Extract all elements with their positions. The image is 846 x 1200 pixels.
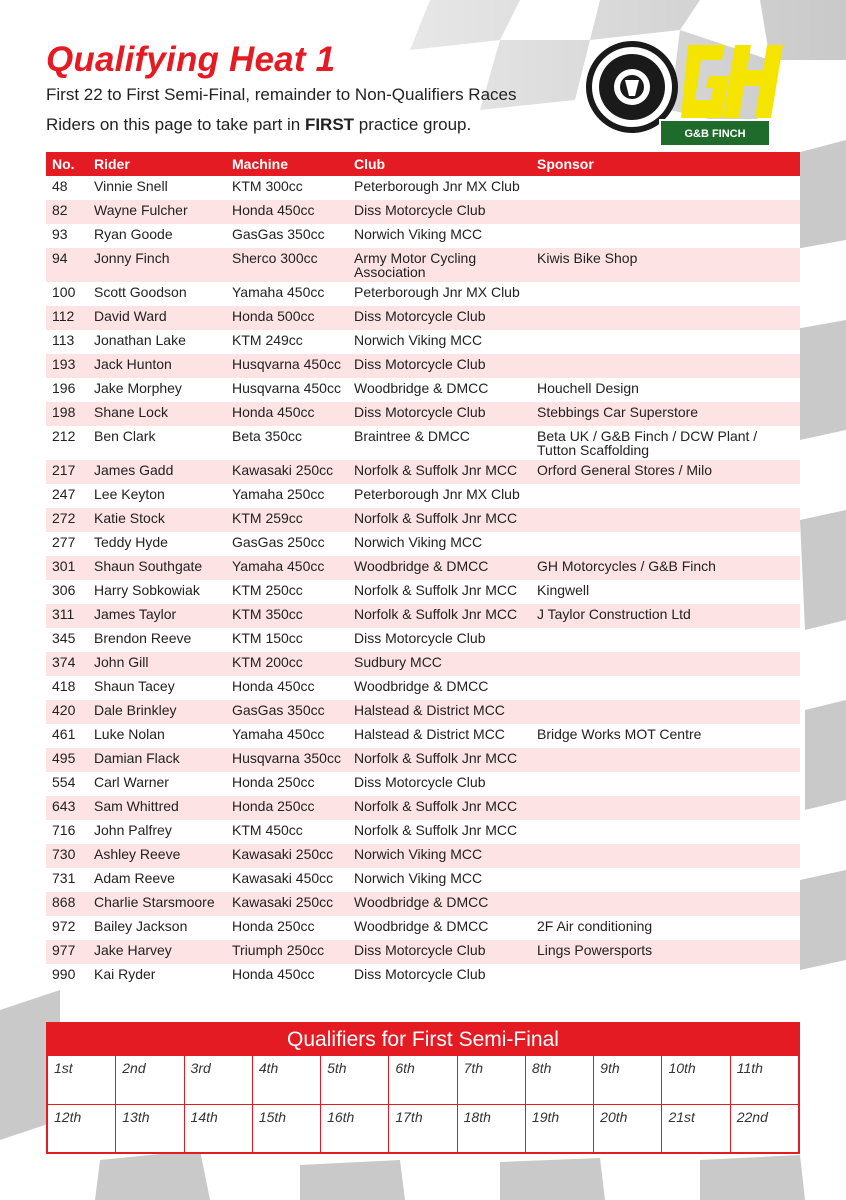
table-header-row [46, 152, 800, 176]
rider-sponsor [531, 820, 800, 844]
rider-machine: Kawasaki 250cc [226, 892, 348, 916]
table-row [46, 460, 800, 484]
rider-sponsor [531, 700, 800, 724]
column-header-club: Club [348, 152, 531, 176]
rider-machine: KTM 350cc [226, 604, 348, 628]
rider-sponsor [531, 652, 800, 676]
rider-club: Woodbridge & DMCC [348, 892, 531, 916]
rider-number: 113 [46, 330, 88, 354]
rider-number: 212 [46, 426, 88, 460]
rider-machine: Honda 250cc [226, 772, 348, 796]
table-row [46, 940, 800, 964]
rider-club: Diss Motorcycle Club [348, 940, 531, 964]
table-row [46, 200, 800, 224]
rider-club: Diss Motorcycle Club [348, 964, 531, 988]
table-row [46, 426, 800, 460]
rider-number: 217 [46, 460, 88, 484]
rider-name: Vinnie Snell [88, 176, 226, 200]
rider-number: 972 [46, 916, 88, 940]
rider-number: 716 [46, 820, 88, 844]
rider-sponsor [531, 868, 800, 892]
rider-club: Woodbridge & DMCC [348, 676, 531, 700]
table-row [46, 248, 800, 282]
table-row [46, 604, 800, 628]
table-row [46, 868, 800, 892]
table-row [46, 532, 800, 556]
rider-club: Peterborough Jnr MX Club [348, 176, 531, 200]
qualifier-slot: 4th [253, 1056, 320, 1104]
table-row [46, 700, 800, 724]
rider-machine: KTM 300cc [226, 176, 348, 200]
riders-table [46, 152, 800, 988]
rider-club: Halstead & District MCC [348, 724, 531, 748]
rider-machine: Husqvarna 450cc [226, 354, 348, 378]
rider-sponsor [531, 354, 800, 378]
rider-number: 301 [46, 556, 88, 580]
practice-group-note [46, 115, 471, 135]
rider-machine: Honda 450cc [226, 402, 348, 426]
rider-machine: Husqvarna 350cc [226, 748, 348, 772]
qualifier-slot: 1st [48, 1056, 115, 1104]
rider-sponsor [531, 224, 800, 248]
rider-sponsor [531, 964, 800, 988]
table-row [46, 772, 800, 796]
logos-svg [585, 40, 800, 150]
rider-sponsor [531, 330, 800, 354]
qualifier-slot: 8th [526, 1056, 593, 1104]
table-row [46, 378, 800, 402]
rider-club: Diss Motorcycle Club [348, 306, 531, 330]
rider-club: Diss Motorcycle Club [348, 628, 531, 652]
table-row [46, 844, 800, 868]
rider-club: Woodbridge & DMCC [348, 556, 531, 580]
table-row [46, 724, 800, 748]
rider-machine: KTM 259cc [226, 508, 348, 532]
table-row [46, 282, 800, 306]
rider-sponsor: Beta UK / G&B Finch / DCW Plant / Tutton Scaffolding [531, 426, 800, 460]
gb-finch-logo [660, 120, 770, 146]
rider-machine: Honda 500cc [226, 306, 348, 330]
rider-number: 461 [46, 724, 88, 748]
rider-number: 554 [46, 772, 88, 796]
rider-number: 730 [46, 844, 88, 868]
rider-name: Jake Harvey [88, 940, 226, 964]
rider-machine: Triumph 250cc [226, 940, 348, 964]
table-row [46, 796, 800, 820]
column-header-sponsor: Sponsor [531, 152, 800, 176]
rider-club: Diss Motorcycle Club [348, 354, 531, 378]
qualifier-slot: 21st [662, 1105, 729, 1153]
rider-machine: KTM 249cc [226, 330, 348, 354]
rider-club: Norfolk & Suffolk Jnr MCC [348, 820, 531, 844]
qualifier-slot: 14th [185, 1105, 252, 1153]
rider-machine: Honda 450cc [226, 676, 348, 700]
table-row [46, 916, 800, 940]
rider-machine: GasGas 350cc [226, 224, 348, 248]
rider-club: Norwich Viking MCC [348, 844, 531, 868]
gb-finch-text: G&B FINCH [684, 128, 746, 140]
rider-number: 868 [46, 892, 88, 916]
rider-club: Norwich Viking MCC [348, 868, 531, 892]
table-row [46, 330, 800, 354]
rider-name: Jack Hunton [88, 354, 226, 378]
rider-sponsor: Kiwis Bike Shop [531, 248, 800, 282]
rider-sponsor [531, 532, 800, 556]
rider-name: Harry Sobkowiak [88, 580, 226, 604]
rider-machine: Sherco 300cc [226, 248, 348, 282]
rider-name: Shaun Southgate [88, 556, 226, 580]
rider-sponsor: 2F Air conditioning [531, 916, 800, 940]
rider-machine: Honda 450cc [226, 964, 348, 988]
table-row [46, 628, 800, 652]
riders-table-body [46, 176, 800, 988]
rider-machine: Yamaha 450cc [226, 556, 348, 580]
rider-machine: Honda 250cc [226, 916, 348, 940]
qualifier-slot: 12th [48, 1105, 115, 1153]
rider-name: Shaun Tacey [88, 676, 226, 700]
rider-sponsor [531, 892, 800, 916]
rider-number: 277 [46, 532, 88, 556]
rider-name: Ashley Reeve [88, 844, 226, 868]
rider-name: Shane Lock [88, 402, 226, 426]
heat-description: First 22 to First Semi-Final, remainder to Non-Qualifiers Races [46, 85, 517, 104]
rider-club: Norwich Viking MCC [348, 330, 531, 354]
column-header-machine: Machine [226, 152, 348, 176]
rider-club: Norfolk & Suffolk Jnr MCC [348, 508, 531, 532]
rider-name: Kai Ryder [88, 964, 226, 988]
table-row [46, 402, 800, 426]
rider-number: 112 [46, 306, 88, 330]
qualifier-slot: 17th [389, 1105, 456, 1153]
rider-number: 374 [46, 652, 88, 676]
rider-name: Jonathan Lake [88, 330, 226, 354]
qualifier-slot: 3rd [185, 1056, 252, 1104]
rider-name: Teddy Hyde [88, 532, 226, 556]
rider-sponsor: GH Motorcycles / G&B Finch [531, 556, 800, 580]
table-row [46, 676, 800, 700]
qualifiers-box [46, 1022, 800, 1154]
rider-machine: Yamaha 250cc [226, 484, 348, 508]
qualifier-slot: 18th [458, 1105, 525, 1153]
rider-club: Diss Motorcycle Club [348, 772, 531, 796]
rider-name: David Ward [88, 306, 226, 330]
rider-sponsor [531, 176, 800, 200]
rider-number: 198 [46, 402, 88, 426]
qualifiers-title: Qualifiers for First Semi-Final [287, 1028, 559, 1051]
rider-name: Damian Flack [88, 748, 226, 772]
qualifier-slot: 2nd [116, 1056, 183, 1104]
column-header-rider: Rider [88, 152, 226, 176]
rider-number: 311 [46, 604, 88, 628]
practice-prefix: Riders on this page to take part in [46, 115, 301, 134]
table-row [46, 484, 800, 508]
rider-club: Halstead & District MCC [348, 700, 531, 724]
rider-club: Norfolk & Suffolk Jnr MCC [348, 748, 531, 772]
rider-name: Luke Nolan [88, 724, 226, 748]
rider-machine: Kawasaki 250cc [226, 844, 348, 868]
table-row [46, 306, 800, 330]
rider-number: 306 [46, 580, 88, 604]
rider-machine: Kawasaki 450cc [226, 868, 348, 892]
table-row [46, 556, 800, 580]
rider-number: 731 [46, 868, 88, 892]
rider-sponsor: Kingwell [531, 580, 800, 604]
rider-club: Diss Motorcycle Club [348, 200, 531, 224]
rider-number: 272 [46, 508, 88, 532]
rider-club: Army Motor Cycling Association [348, 248, 531, 282]
qualifier-slot: 7th [458, 1056, 525, 1104]
rider-club: Braintree & DMCC [348, 426, 531, 460]
rider-number: 94 [46, 248, 88, 282]
rider-club: Sudbury MCC [348, 652, 531, 676]
rider-name: James Gadd [88, 460, 226, 484]
column-header-number: No. [46, 152, 88, 176]
rider-club: Diss Motorcycle Club [348, 402, 531, 426]
rider-machine: Husqvarna 450cc [226, 378, 348, 402]
rider-sponsor: Bridge Works MOT Centre [531, 724, 800, 748]
rider-number: 93 [46, 224, 88, 248]
rider-sponsor: Lings Powersports [531, 940, 800, 964]
rider-name: Wayne Fulcher [88, 200, 226, 224]
rider-name: Adam Reeve [88, 868, 226, 892]
rider-name: John Palfrey [88, 820, 226, 844]
rider-sponsor [531, 200, 800, 224]
rider-number: 82 [46, 200, 88, 224]
rider-name: Brendon Reeve [88, 628, 226, 652]
rider-machine: KTM 200cc [226, 652, 348, 676]
rider-club: Norfolk & Suffolk Jnr MCC [348, 460, 531, 484]
practice-suffix: practice group. [358, 115, 472, 134]
qualifier-slot: 6th [389, 1056, 456, 1104]
rider-machine: Kawasaki 250cc [226, 460, 348, 484]
rider-name: Katie Stock [88, 508, 226, 532]
rider-sponsor [531, 844, 800, 868]
rider-name: Carl Warner [88, 772, 226, 796]
table-row [46, 820, 800, 844]
table-row [46, 748, 800, 772]
rider-number: 196 [46, 378, 88, 402]
qualifier-slot: 10th [662, 1056, 729, 1104]
practice-group-emphasis: FIRST [304, 115, 355, 134]
rider-club: Peterborough Jnr MX Club [348, 282, 531, 306]
rider-name: Dale Brinkley [88, 700, 226, 724]
rider-machine: Honda 450cc [226, 200, 348, 224]
qualifier-slot: 11th [731, 1056, 798, 1104]
table-row [46, 224, 800, 248]
rider-machine: Yamaha 450cc [226, 724, 348, 748]
rider-number: 100 [46, 282, 88, 306]
table-row [46, 176, 800, 200]
table-row [46, 652, 800, 676]
rider-machine: GasGas 350cc [226, 700, 348, 724]
rider-name: Jonny Finch [88, 248, 226, 282]
table-row [46, 354, 800, 378]
rider-club: Norfolk & Suffolk Jnr MCC [348, 796, 531, 820]
rider-name: Ben Clark [88, 426, 226, 460]
rider-sponsor [531, 748, 800, 772]
rider-name: John Gill [88, 652, 226, 676]
rider-club: Norfolk & Suffolk Jnr MCC [348, 604, 531, 628]
rider-sponsor: J Taylor Construction Ltd [531, 604, 800, 628]
rider-name: Bailey Jackson [88, 916, 226, 940]
rider-number: 977 [46, 940, 88, 964]
page-title: Qualifying Heat 1 [46, 40, 336, 79]
rider-machine: Beta 350cc [226, 426, 348, 460]
rider-name: James Taylor [88, 604, 226, 628]
rider-name: Ryan Goode [88, 224, 226, 248]
rider-sponsor: Orford General Stores / Milo [531, 460, 800, 484]
sponsor-logos [585, 40, 800, 150]
rider-machine: GasGas 250cc [226, 532, 348, 556]
rider-sponsor [531, 628, 800, 652]
rider-sponsor [531, 796, 800, 820]
qualifier-slot: 15th [253, 1105, 320, 1153]
rider-number: 247 [46, 484, 88, 508]
qualifier-slot: 5th [321, 1056, 388, 1104]
rider-machine: KTM 450cc [226, 820, 348, 844]
qualifier-slot: 16th [321, 1105, 388, 1153]
qualifier-slot: 20th [594, 1105, 661, 1153]
rider-club: Norfolk & Suffolk Jnr MCC [348, 580, 531, 604]
rider-machine: Yamaha 450cc [226, 282, 348, 306]
rider-machine: KTM 250cc [226, 580, 348, 604]
rider-sponsor [531, 484, 800, 508]
gh-logo [681, 45, 783, 118]
rider-club: Norwich Viking MCC [348, 532, 531, 556]
rider-club: Woodbridge & DMCC [348, 916, 531, 940]
rider-sponsor: Houchell Design [531, 378, 800, 402]
rider-number: 990 [46, 964, 88, 988]
rider-sponsor: Stebbings Car Superstore [531, 402, 800, 426]
qualifier-slot: 22nd [731, 1105, 798, 1153]
rider-name: Charlie Starsmoore [88, 892, 226, 916]
rider-name: Sam Whittred [88, 796, 226, 820]
rider-machine: KTM 150cc [226, 628, 348, 652]
rider-sponsor [531, 676, 800, 700]
rider-number: 193 [46, 354, 88, 378]
rider-number: 345 [46, 628, 88, 652]
rider-sponsor [531, 306, 800, 330]
rider-number: 420 [46, 700, 88, 724]
rider-sponsor [531, 772, 800, 796]
table-row [46, 892, 800, 916]
rider-name: Scott Goodson [88, 282, 226, 306]
rider-club: Woodbridge & DMCC [348, 378, 531, 402]
rider-machine: Honda 250cc [226, 796, 348, 820]
rider-sponsor [531, 508, 800, 532]
rider-number: 418 [46, 676, 88, 700]
qualifiers-grid [48, 1056, 798, 1152]
rider-number: 48 [46, 176, 88, 200]
rider-name: Jake Morphey [88, 378, 226, 402]
table-row [46, 580, 800, 604]
qualifier-slot: 9th [594, 1056, 661, 1104]
rider-name: Lee Keyton [88, 484, 226, 508]
rider-number: 495 [46, 748, 88, 772]
qualifier-slot: 19th [526, 1105, 593, 1153]
qualifier-slot: 13th [116, 1105, 183, 1153]
table-row [46, 508, 800, 532]
rider-club: Peterborough Jnr MX Club [348, 484, 531, 508]
rider-sponsor [531, 282, 800, 306]
rider-number: 643 [46, 796, 88, 820]
rider-club: Norwich Viking MCC [348, 224, 531, 248]
table-row [46, 964, 800, 988]
